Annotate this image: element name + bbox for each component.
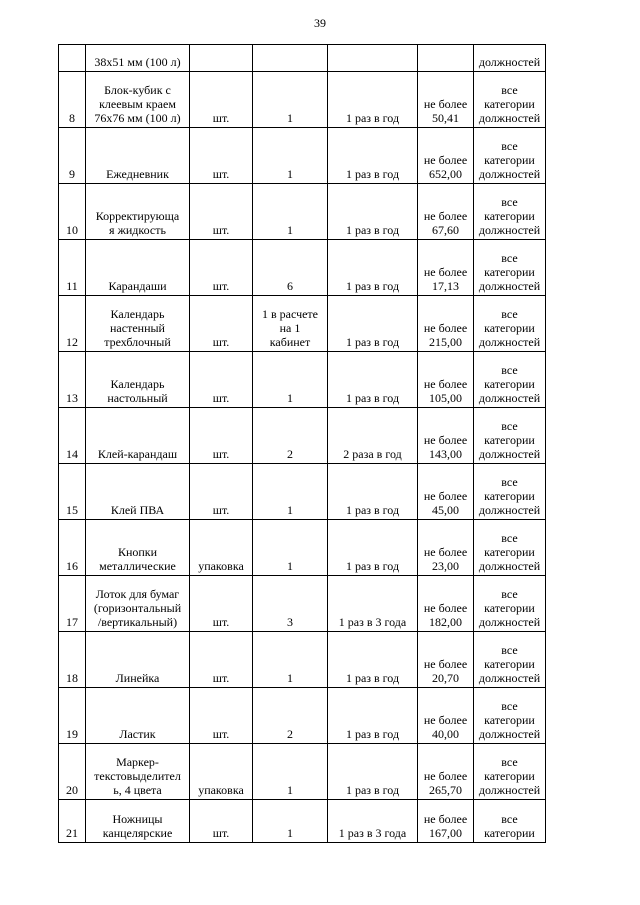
cell-number: 8 [59, 72, 86, 128]
table-row [59, 128, 546, 184]
page-number: 39 [314, 16, 326, 30]
cell-frequency: 2 раза в год [328, 408, 418, 464]
cell-frequency: 1 раз в 3 года [328, 576, 418, 632]
cell-number: 11 [59, 240, 86, 296]
cell-name: Карандаши [86, 240, 190, 296]
cell-unit: шт. [190, 352, 253, 408]
cell-quantity: 1 [253, 800, 328, 843]
cell-name: Клей-карандаш [86, 408, 190, 464]
cell-frequency: 1 раз в год [328, 744, 418, 800]
cell-quantity: 1 [253, 184, 328, 240]
cell-name: Кнопки металлические [86, 520, 190, 576]
cell-unit: шт. [190, 464, 253, 520]
table-row [59, 45, 546, 72]
cell-number: 12 [59, 296, 86, 352]
cell-price [418, 45, 474, 72]
cell-frequency: 1 раз в год [328, 184, 418, 240]
table-row [59, 800, 546, 843]
cell-unit: шт. [190, 240, 253, 296]
cell-quantity: 3 [253, 576, 328, 632]
cell-price: не более 23,00 [418, 520, 474, 576]
cell-number [59, 45, 86, 72]
cell-frequency: 1 раз в 3 года [328, 800, 418, 843]
cell-name: Лоток для бумаг (горизонтальный /вертикальный) [86, 576, 190, 632]
cell-category: все категории должностей [474, 128, 546, 184]
cell-price: не более 50,41 [418, 72, 474, 128]
cell-unit: упаковка [190, 744, 253, 800]
cell-price: не более 652,00 [418, 128, 474, 184]
cell-number: 15 [59, 464, 86, 520]
cell-name: Ножницы канцелярские [86, 800, 190, 843]
cell-number: 21 [59, 800, 86, 843]
cell-category: все категории должностей [474, 296, 546, 352]
cell-price: не более 105,00 [418, 352, 474, 408]
cell-quantity: 1 [253, 352, 328, 408]
cell-unit: шт. [190, 408, 253, 464]
cell-name: Календарь настенный трехблочный [86, 296, 190, 352]
cell-frequency: 1 раз в год [328, 688, 418, 744]
cell-name: Линейка [86, 632, 190, 688]
cell-number: 10 [59, 184, 86, 240]
cell-number: 17 [59, 576, 86, 632]
cell-quantity: 1 [253, 744, 328, 800]
cell-price: не более 20,70 [418, 632, 474, 688]
cell-name: Корректирующа я жидкость [86, 184, 190, 240]
cell-frequency: 1 раз в год [328, 464, 418, 520]
table-row [59, 408, 546, 464]
cell-quantity [253, 45, 328, 72]
cell-price: не более 67,60 [418, 184, 474, 240]
table-row [59, 72, 546, 128]
table-row [59, 240, 546, 296]
cell-quantity: 1 [253, 128, 328, 184]
table-row [59, 744, 546, 800]
table-row [59, 296, 546, 352]
cell-unit: шт. [190, 72, 253, 128]
supplies-table [58, 44, 546, 843]
cell-frequency: 1 раз в год [328, 72, 418, 128]
cell-quantity: 1 [253, 464, 328, 520]
cell-quantity: 1 [253, 72, 328, 128]
table-row [59, 576, 546, 632]
table-row [59, 520, 546, 576]
cell-number: 14 [59, 408, 86, 464]
table-row [59, 352, 546, 408]
cell-name: Ластик [86, 688, 190, 744]
cell-price: не более 143,00 [418, 408, 474, 464]
cell-unit [190, 45, 253, 72]
cell-number: 18 [59, 632, 86, 688]
cell-frequency: 1 раз в год [328, 240, 418, 296]
cell-category: все категории должностей [474, 408, 546, 464]
cell-frequency: 1 раз в год [328, 128, 418, 184]
cell-category: все категории должностей [474, 184, 546, 240]
cell-category: все категории [474, 800, 546, 843]
cell-unit: шт. [190, 184, 253, 240]
cell-category: все категории должностей [474, 240, 546, 296]
cell-unit: шт. [190, 576, 253, 632]
cell-frequency: 1 раз в год [328, 520, 418, 576]
cell-category: все категории должностей [474, 72, 546, 128]
cell-name: 38х51 мм (100 л) [86, 45, 190, 72]
table-row [59, 688, 546, 744]
cell-unit: упаковка [190, 520, 253, 576]
cell-name: Блок-кубик с клеевым краем 76х76 мм (100 л) [86, 72, 190, 128]
cell-category: все категории должностей [474, 576, 546, 632]
table-row [59, 184, 546, 240]
cell-unit: шт. [190, 800, 253, 843]
cell-number: 13 [59, 352, 86, 408]
cell-category: должностей [474, 45, 546, 72]
cell-price: не более 215,00 [418, 296, 474, 352]
cell-number: 9 [59, 128, 86, 184]
table-row [59, 464, 546, 520]
cell-name: Маркер- текстовыделител ь, 4 цвета [86, 744, 190, 800]
cell-category: все категории должностей [474, 352, 546, 408]
cell-category: все категории должностей [474, 744, 546, 800]
cell-price: не более 17,13 [418, 240, 474, 296]
cell-quantity: 1 [253, 632, 328, 688]
cell-unit: шт. [190, 128, 253, 184]
cell-unit: шт. [190, 632, 253, 688]
cell-frequency: 1 раз в год [328, 632, 418, 688]
cell-category: все категории должностей [474, 632, 546, 688]
cell-price: не более 182,00 [418, 576, 474, 632]
cell-price: не более 40,00 [418, 688, 474, 744]
cell-frequency: 1 раз в год [328, 352, 418, 408]
cell-quantity: 2 [253, 408, 328, 464]
cell-number: 19 [59, 688, 86, 744]
table-row [59, 632, 546, 688]
cell-quantity: 2 [253, 688, 328, 744]
cell-frequency: 1 раз в год [328, 296, 418, 352]
cell-quantity: 1 в расчете на 1 кабинет [253, 296, 328, 352]
cell-number: 16 [59, 520, 86, 576]
cell-price: не более 265,70 [418, 744, 474, 800]
cell-category: все категории должностей [474, 464, 546, 520]
cell-category: все категории должностей [474, 688, 546, 744]
cell-frequency [328, 45, 418, 72]
cell-unit: шт. [190, 296, 253, 352]
cell-name: Календарь настольный [86, 352, 190, 408]
cell-name: Клей ПВА [86, 464, 190, 520]
cell-price: не более 45,00 [418, 464, 474, 520]
cell-quantity: 6 [253, 240, 328, 296]
cell-name: Ежедневник [86, 128, 190, 184]
cell-category: все категории должностей [474, 520, 546, 576]
cell-unit: шт. [190, 688, 253, 744]
cell-quantity: 1 [253, 520, 328, 576]
cell-number: 20 [59, 744, 86, 800]
cell-price: не более 167,00 [418, 800, 474, 843]
